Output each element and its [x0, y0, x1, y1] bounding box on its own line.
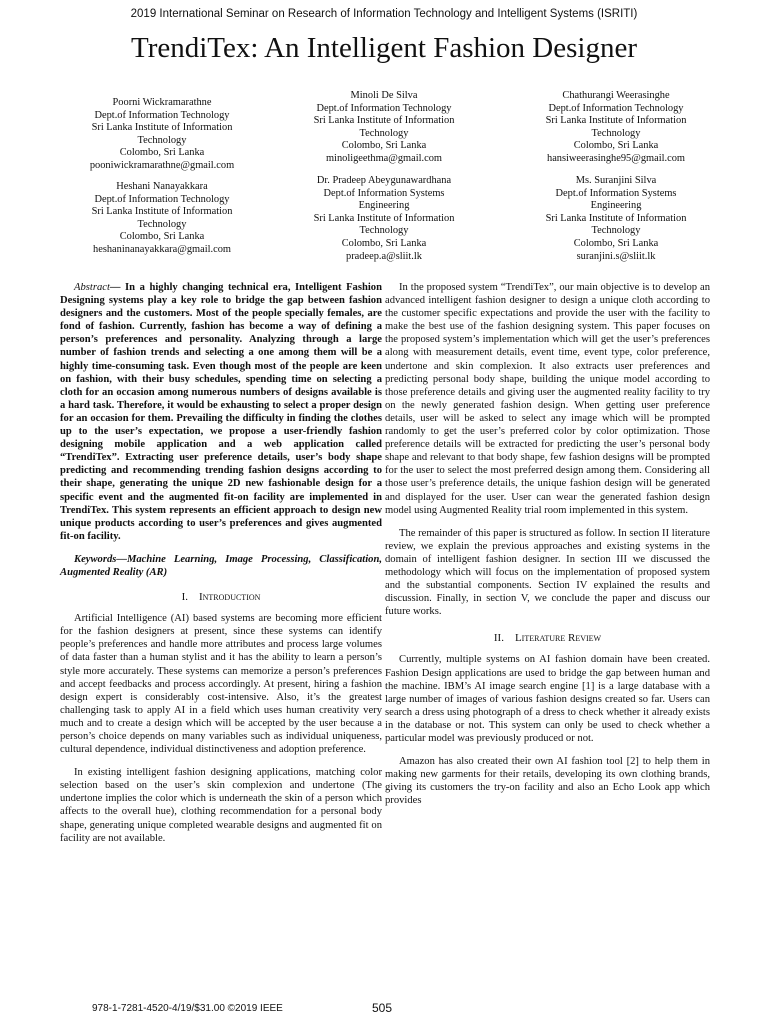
page-number: 505 [372, 1001, 393, 1015]
author-name: Chathurangi Weerasinghe [562, 90, 670, 101]
author-name: Minoli De Silva [350, 90, 418, 101]
author-inst: Sri Lanka Institute of Information [91, 206, 233, 218]
author-city: Colombo, Sri Lanka [119, 231, 205, 243]
author-dept: Dept.of Information Systems [323, 187, 445, 199]
author-inst: Technology [359, 127, 409, 139]
author-name: Heshani Nanayakkara [116, 181, 208, 192]
author-inst: Technology [359, 225, 409, 237]
author-dept: Dept.of Information Technology [94, 109, 230, 121]
abstract-body: — In a highly changing technical era, Intelligent Fashion Designing systems play a key role to bridge the gap between fashion designers and the customers. Most of the people specially females, are fond of fashion. Currently, fashion has become a way of defining a person’s preferences and personality. Analyzing through a large number of fashion trends and selecting a one among them will be a highly time-consuming task. Even though most of the people are keen on fashion, with their busy schedules, spending time on selecting a cloth for an occasion among numerous numbers of designs available is a hard task. Therefore, it would be exhausting to select a proper design for an occasion for them. Prevailing the difficulty in finding the clothes up to the user’s expectation, we propose a user-friendly fashion designing mobile application and a web application called “TrendiTex”. Extracting user preference details, user’s body shape predicting and recommending trending fashion designs according to their shape, generating the unique 2D new fashionable design for a specific event and the augmented fit-on facility are implemented in TrendiTex. This system represents an efficient approach to design new unique products according to user’s preferences and gives augmented fit-on facility. [60, 282, 382, 542]
abstract [60, 281, 382, 543]
author-inst: Sri Lanka Institute of Information [545, 115, 687, 127]
author-inst: Sri Lanka Institute of Information [91, 122, 233, 134]
paragraph: Amazon has also created their own AI fashion tool [2] to help them in making new garments for their retails, developing its own clothing brands, giving its customers the try-on facility and also an Echo Look app which provides [385, 756, 710, 807]
author-inst: Technology [591, 127, 641, 139]
author-email[interactable]: pradeep.a@sliit.lk [346, 250, 422, 262]
author-email[interactable]: pooniwickramarathne@gmail.com [89, 159, 235, 171]
author-city: Colombo, Sri Lanka [573, 140, 659, 152]
author-dept: Engineering [358, 200, 410, 212]
paragraph: Artificial Intelligence (AI) based systems are becoming more efficient for the fashion designers at present, since these systems can identify people’s preferences and handle more attributes and process large volumes of data faster than a human stylist and it has the ability to learn a person’s style more accurately. These systems can memorize a person’s preferences and accept feedbacks and process accordingly. At present, hiring a fashion design expert is considerably cost-intensive. Also, it’s the greatest challenging task to apply AI in a field which uses human creativity very much and to create a design which will be accepted by the user because a person’s choice depends on many variables such as individual uniqueness, cultural dependence, individual distinctiveness and adoption preference. [60, 613, 382, 756]
keywords-body: Machine Learning, Image Processing, Classification, Augmented Reality (AR) [60, 553, 382, 578]
paragraph: In the proposed system “TrendiTex”, our main objective is to develop an advanced intelligent fashion designer to design a unique cloth according to the customer specific expectations and provide the user with the facility to make the best use of the fashion designing system. This paper focuses on the proposed system’s implementation which will get the user’s preferences along with measurement details, event time, event type, color preference, undertone and skin complexion. It also extracts user preferences and predicting personal body shape, building the unique model according to those preference details and giving user the augmented reality facility to try on the newly generated fashion design. When getting user preference details, user will be asked to select any image which will be prompted randomly to get the user’s preferred color by color optimization. Those preference details will be extracted for predicting the user’s personal body shape and relevant to that body shape, few fashion designs will be prompted for the user to select the most preferred design among them. Considering all those user’s preference details, the unique fashion design will be generated and displayed for the user. User can wear the generated fashion design model using Augmented Reality trial room implemented in this system. [385, 282, 710, 516]
author-dept: Engineering [590, 200, 642, 212]
author-name: Ms. Suranjini Silva [575, 175, 657, 186]
author-inst: Technology [137, 218, 187, 230]
author-email[interactable]: minoligeethma@gmail.com [325, 152, 443, 164]
keywords [60, 553, 382, 579]
author-email[interactable]: suranjini.s@sliit.lk [576, 250, 656, 262]
author-dept: Dept.of Information Technology [548, 102, 684, 114]
author-inst: Technology [591, 225, 641, 237]
right-column [385, 281, 710, 817]
section-heading-literature-review: II. Literature Review [493, 632, 602, 645]
author-city: Colombo, Sri Lanka [341, 237, 427, 249]
author-dept: Dept.of Information Systems [555, 187, 677, 199]
author-inst: Technology [137, 134, 187, 146]
running-header: 2019 International Seminar on Research of Information Technology and Intelligent Systems (ISRITI) [130, 8, 638, 20]
paragraph: In existing intelligent fashion designing applications, matching color selection based on the user’s skin complexion and undertone (The undertone implies the color which is underneath the skin of a person which affects to the overall hue), clothing recommendation for a personal body shape, generating unique completed wearable designs and augmented fit on facility are not available. [60, 767, 382, 844]
author-block [274, 175, 494, 263]
paragraph: The remainder of this paper is structured as follow. In section II literature review, we explain the previous approaches and existing systems in the domain of intelligent fashion designer. In section III we discussed the methodology which will focus on the implementation of proposed system and the substantial components. Section IV explained the results and discussion. Finally, in section V, we conclude the paper and discuss our future works. [385, 527, 710, 618]
keywords-lead: Keywords— [74, 553, 127, 565]
author-dept: Dept.of Information Technology [94, 193, 230, 205]
author-block [52, 97, 272, 173]
author-block [506, 175, 726, 263]
author-city: Colombo, Sri Lanka [341, 140, 427, 152]
author-inst: Sri Lanka Institute of Information [313, 212, 455, 224]
author-inst: Sri Lanka Institute of Information [545, 212, 687, 224]
section-heading-introduction: I. Introduction [181, 591, 261, 604]
author-city: Colombo, Sri Lanka [119, 147, 205, 159]
author-block [506, 90, 726, 166]
author-email[interactable]: hansiweerasinghe95@gmail.com [547, 152, 685, 164]
author-block [52, 181, 272, 257]
paragraph: Currently, multiple systems on AI fashion domain have been created. Fashion Design applications are used to bridge the gap between human and the machine. IBM’s AI image search engine [1] is a large database with a large number of images of various fashion designs created so far. Users can search a dress using photograph of a dress to check whether it already exists in the database or not. This system can only be used to check whether a particular model was previously produced or not. [385, 654, 710, 744]
paper-title: TrendiTex: An Intelligent Fashion Designer [131, 32, 637, 64]
left-column [60, 281, 382, 855]
author-email[interactable]: heshaninanayakkara@gmail.com [93, 243, 231, 255]
author-dept: Dept.of Information Technology [316, 102, 452, 114]
author-city: Colombo, Sri Lanka [573, 237, 659, 249]
footer-isbn: 978-1-7281-4520-4/19/$31.00 ©2019 IEEE [92, 1003, 283, 1014]
author-inst: Sri Lanka Institute of Information [313, 115, 455, 127]
author-name: Poorni Wickramarathne [112, 97, 212, 108]
abstract-lead: Abstract [74, 282, 110, 293]
author-name: Dr. Pradeep Abeygunawardhana [316, 175, 452, 186]
author-block [274, 90, 494, 166]
